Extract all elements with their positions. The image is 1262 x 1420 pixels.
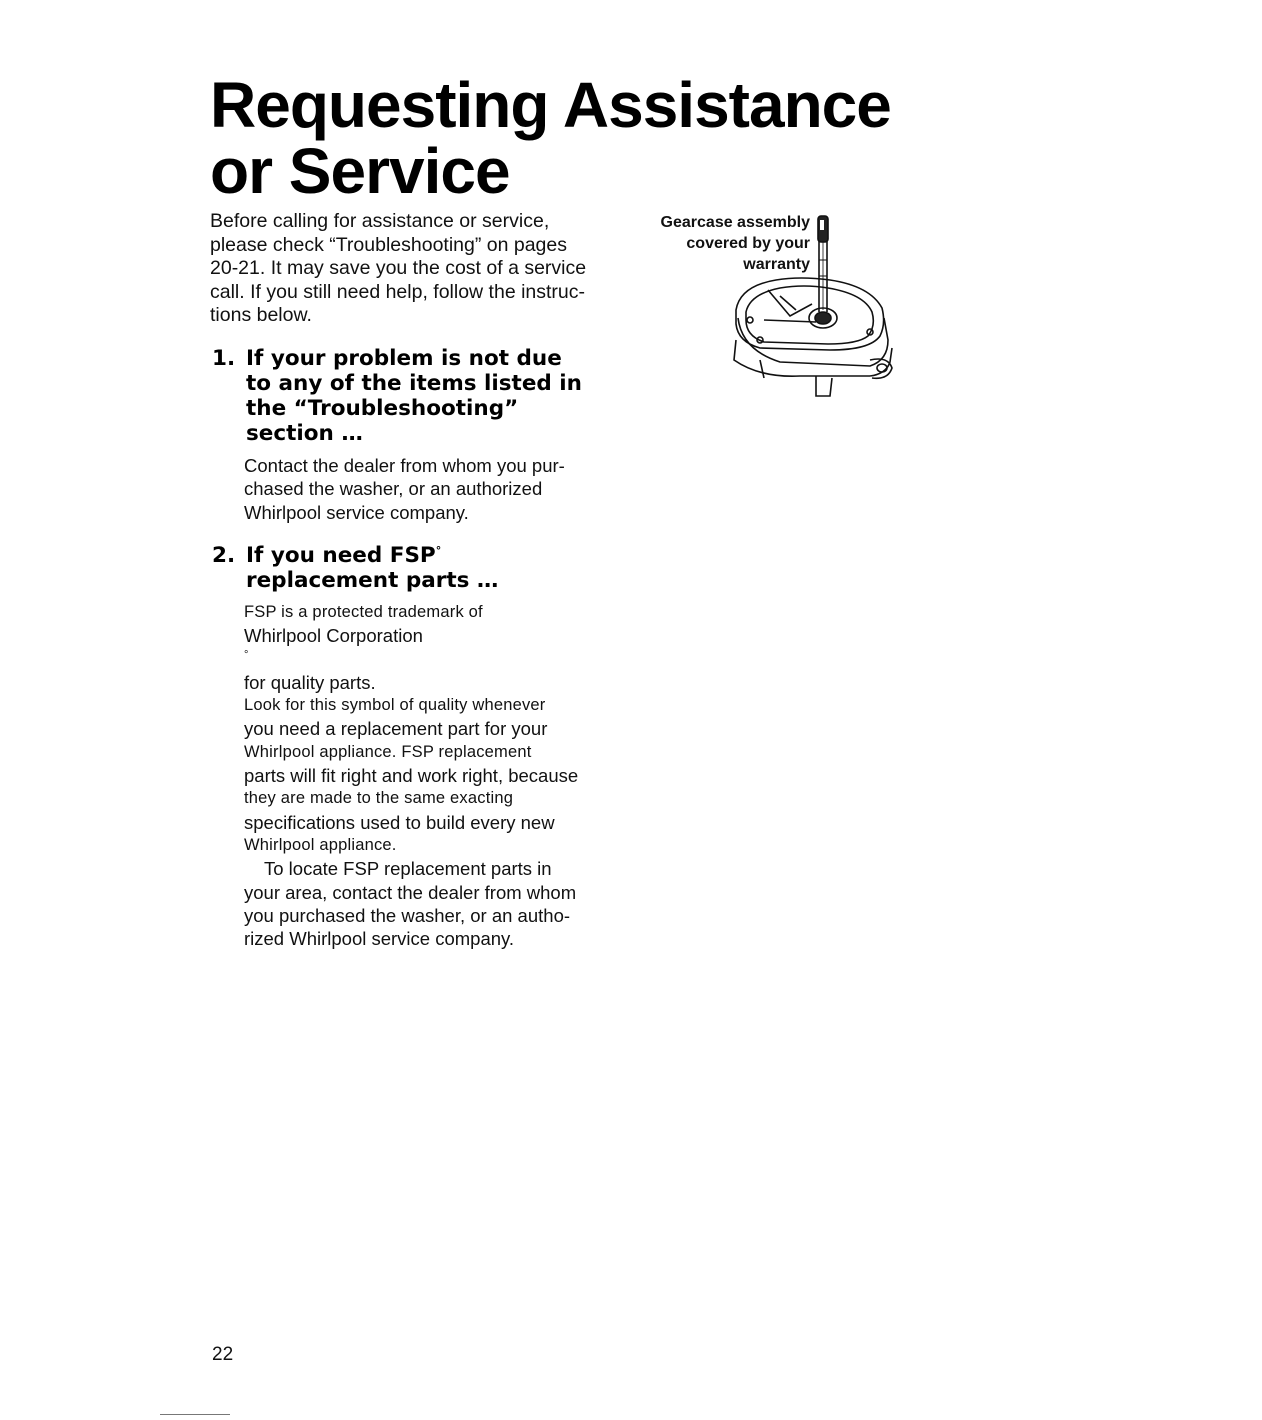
body-line: parts will fit right and work right, because bbox=[244, 765, 579, 787]
heading-line: to any of the items listed in bbox=[246, 371, 582, 396]
caption-line: warranty bbox=[743, 256, 810, 273]
caption-line: covered by your bbox=[686, 235, 810, 252]
section-2 bbox=[210, 543, 630, 950]
body-line: your area, contact the dealer from whom bbox=[244, 881, 577, 903]
section-2-heading bbox=[210, 543, 630, 593]
section-number: 2. bbox=[212, 543, 236, 568]
gearcase-assembly-illustration bbox=[720, 200, 900, 405]
registered-mark: ° bbox=[435, 544, 442, 557]
heading-line: If your problem is not due bbox=[246, 346, 562, 371]
body-text: Whirlpool Corporation bbox=[244, 625, 423, 647]
intro-line: tions below. bbox=[210, 304, 312, 326]
body-line: you purchased the washer, or an autho- bbox=[244, 904, 571, 926]
title-line: Requesting Assistance bbox=[210, 69, 891, 141]
page-title bbox=[210, 69, 891, 207]
intro-line: Before calling for assistance or service, bbox=[210, 210, 550, 232]
intro-line: please check “Troubleshooting” on pages bbox=[210, 233, 567, 256]
section-2-body bbox=[244, 601, 630, 950]
title-line: or Service bbox=[210, 135, 510, 207]
body-line: Contact the dealer from whom you pur- bbox=[244, 455, 565, 476]
heading-line bbox=[246, 543, 630, 568]
registered-mark: ° bbox=[244, 648, 249, 661]
body-line: To locate FSP replacement parts in bbox=[264, 858, 552, 880]
section-number: 1. bbox=[212, 346, 236, 371]
heading-line: replacement parts … bbox=[246, 568, 499, 593]
body-line: Whirlpool service company. bbox=[244, 501, 469, 523]
section-1-heading bbox=[210, 346, 630, 446]
heading-text: If you need FSP bbox=[246, 543, 436, 568]
body-text: for quality parts. bbox=[244, 671, 376, 693]
body-line: Whirlpool appliance. bbox=[244, 835, 397, 854]
body-line: Look for this symbol of quality whenever bbox=[244, 696, 546, 715]
body-line: rized Whirlpool service company. bbox=[244, 928, 515, 950]
page-number: 22 bbox=[212, 1344, 234, 1365]
body-line: specifications used to build every new bbox=[244, 811, 555, 833]
scan-mark bbox=[160, 1414, 230, 1415]
body-line: Whirlpool appliance. FSP replacement bbox=[244, 742, 532, 761]
heading-line: section … bbox=[246, 421, 363, 446]
body-line: FSP is a protected trademark of bbox=[244, 603, 483, 621]
body-line: chased the washer, or an authorized bbox=[244, 478, 543, 500]
section-1 bbox=[210, 346, 630, 524]
body-line: you need a replacement part for your bbox=[244, 718, 548, 740]
caption-line: Gearcase assembly bbox=[660, 214, 810, 231]
heading-line: the “Troubleshooting” bbox=[246, 396, 519, 421]
intro-paragraph bbox=[210, 210, 610, 328]
intro-line: call. If you still need help, follow the instruc- bbox=[210, 280, 586, 303]
body-line bbox=[244, 624, 630, 694]
section-1-body bbox=[244, 454, 630, 524]
body-line: they are made to the same exacting bbox=[244, 789, 514, 808]
intro-line: 20-21. It may save you the cost of a service bbox=[210, 257, 587, 279]
